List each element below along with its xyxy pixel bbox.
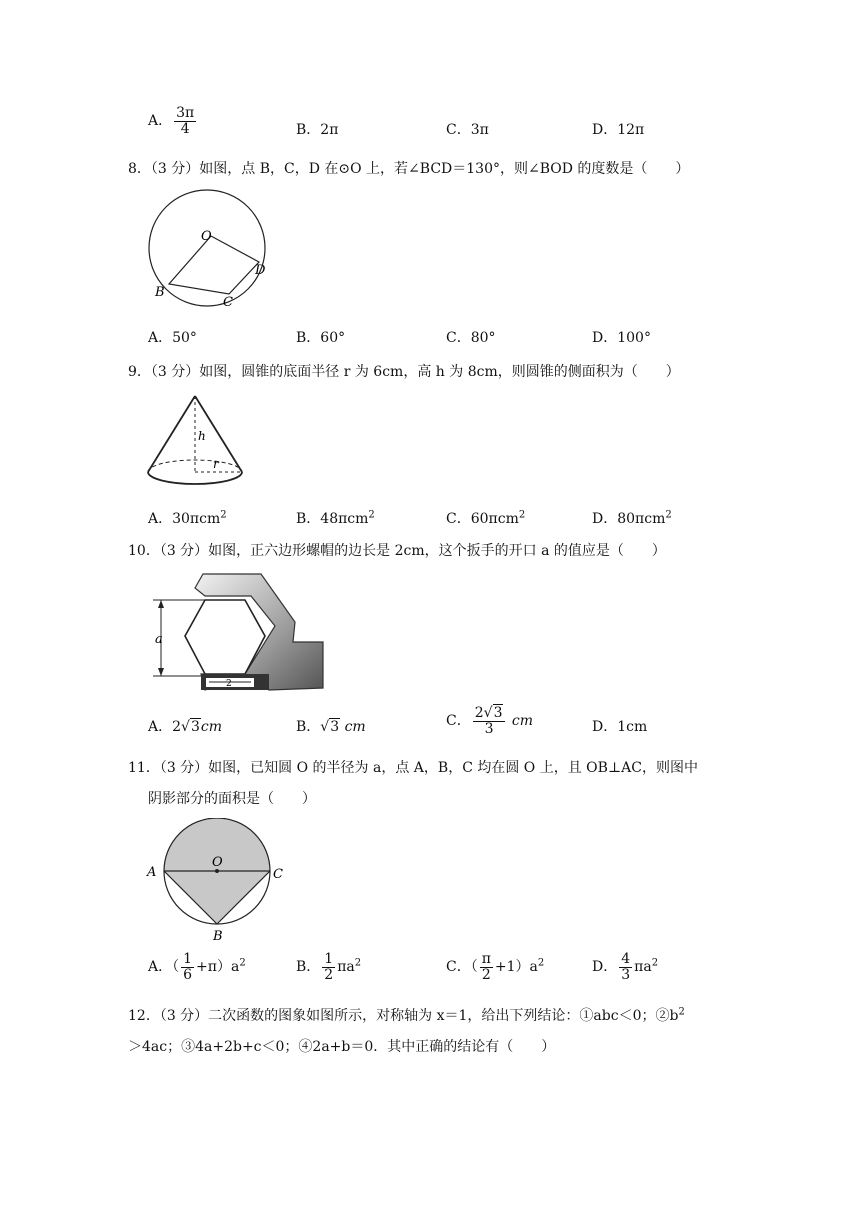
q8-stem: 8．（3 分）如图，点 B，C，D 在⊙O 上，若∠BCD＝130°，则∠BOD 的度数是（ ） [128,161,690,177]
q7-option-c: C．3π [446,122,489,138]
q9-option-a [148,508,227,528]
q11-option-a-pre: A．（ [148,959,180,976]
q7-option-a-label: A． [148,113,173,130]
q11-option-b-sup: 2 [354,957,362,969]
q11-option-b [296,952,361,982]
q11-option-d-sup: 2 [651,957,659,969]
q12-stem-line1-text: 12．（3 分）二次函数的图象如图所示，对称轴为 x＝1，给出下列结论：①abc＜0；②b [128,1008,679,1024]
q11-option-c-pre: C．（ [446,959,478,976]
q9-option-b-sup: 2 [368,509,375,521]
q11-label-c: C [273,867,283,882]
q8-circle-figure [143,186,273,310]
q8-label-o: O [201,229,212,244]
q10-option-d: D．1cm [592,719,648,735]
q11-option-b-pre: B． [296,959,321,976]
q11-option-a-numerator: 1 [183,951,193,967]
q11-option-a-post: +π）a [196,959,240,976]
q10-option-b-pre: B． [296,719,321,735]
q11-option-b-numerator: 1 [324,951,334,967]
q11-option-c-numerator: π [481,951,491,967]
q11-option-c-post: +1）a [494,959,538,976]
q11-option-a-fraction [181,952,194,982]
q11-stem-line1: 11．（3 分）如图，已知圆 O 的半径为 a，点 A，B，C 均在圆 O 上，且 OB⊥AC，则图中 [128,760,698,776]
q7-option-b: B．2π [296,122,339,138]
q11-option-b-post: πa [337,959,355,976]
q8-label-c: C [223,295,233,310]
q9-option-a-text: A．30πcm [148,511,221,527]
q10-option-b-radicand: 3 [330,719,340,735]
q11-shaded-circle-figure [143,818,293,946]
q9-option-d [592,508,672,528]
q9-option-d-text: D．80πcm [592,511,666,527]
q11-option-d [592,952,658,982]
q10-option-b-unit: cm [340,719,366,735]
q9-option-d-sup: 2 [665,509,672,521]
q11-option-c-sup: 2 [537,957,545,969]
q9-stem: 9．（3 分）如图，圆锥的底面半径 r 为 6cm，高 h 为 8cm，则圆锥的侧面积为（ ） [128,364,680,380]
q9-option-c-text: C．60πcm [446,511,519,527]
q7-option-a [148,106,198,136]
q8-option-c: C．80° [446,330,496,346]
q8-option-a: A．50° [148,330,197,346]
q9-label-r: r [213,457,219,471]
q11-stem-line2: 阴影部分的面积是（ ） [148,791,316,807]
q12-stem-line1 [128,1005,685,1025]
q11-option-d-pre: D． [592,959,618,976]
q10-option-c-denominator: 3 [484,720,494,737]
q11-option-d-denominator: 3 [621,966,631,983]
q10-option-c-numerator: 2√3 [473,706,506,722]
q10-option-b: B．√3 cm [296,719,366,735]
q11-option-a-sup: 2 [239,957,246,969]
q7-option-a-denominator: 4 [180,120,190,137]
q8-option-b: B．60° [296,330,346,346]
q11-option-a [148,952,246,982]
q11-label-a: A [147,865,157,880]
q9-label-h: h [198,429,206,443]
q11-option-a-denominator: 6 [183,966,193,983]
q10-option-a-radicand: 3 [190,719,200,735]
q10-label-two: 2 [226,679,232,689]
q11-option-d-numerator: 4 [621,951,631,967]
q10-option-a: A．2√3cm [148,719,222,735]
q10-option-c-fraction [473,706,506,736]
q10-option-c-num-pre: 2 [474,705,484,721]
q10-option-a-unit: cm [200,719,222,735]
q7-option-d: D．12π [592,122,645,138]
q12-stem-sup: 2 [678,1006,685,1018]
q10-option-c-unit: cm [507,713,534,730]
q12-stem-line2: ＞4ac；③4a+2b+c＜0；④2a+b＝0．其中正确的结论有（ ） [128,1039,556,1055]
q10-wrench-figure [143,570,328,694]
q11-option-c-fraction [480,952,493,982]
q10-option-c-pre: C． [446,713,471,730]
q10-option-c-num-radicand: 3 [493,705,503,721]
q11-option-b-fraction [322,952,335,982]
q11-label-o: O [212,855,223,870]
q9-option-c [446,508,525,528]
q7-option-a-fraction [174,106,196,136]
q11-label-b: B [213,929,223,944]
q11-option-d-post: πa [634,959,652,976]
q9-cone-figure [143,390,247,490]
q11-option-c-denominator: 2 [481,966,491,983]
q11-option-c [446,952,544,982]
q7-option-a-numerator: 3π [176,105,195,121]
q9-option-b [296,508,375,528]
q9-option-a-sup: 2 [220,509,227,521]
q10-label-a: a [155,632,163,647]
q10-option-a-pre: A．2 [148,719,182,735]
q10-stem: 10．（3 分）如图，正六边形螺帽的边长是 2cm，这个扳手的开口 a 的值应是（ ） [128,543,666,559]
q10-option-c [446,706,533,736]
q8-label-b: B [155,285,165,300]
q9-option-b-text: B．48πcm [296,511,369,527]
q8-label-d: D [255,263,266,278]
q11-option-b-denominator: 2 [324,966,334,983]
q9-option-c-sup: 2 [518,509,526,521]
q11-option-d-fraction [619,952,632,982]
q8-option-d: D．100° [592,330,651,346]
